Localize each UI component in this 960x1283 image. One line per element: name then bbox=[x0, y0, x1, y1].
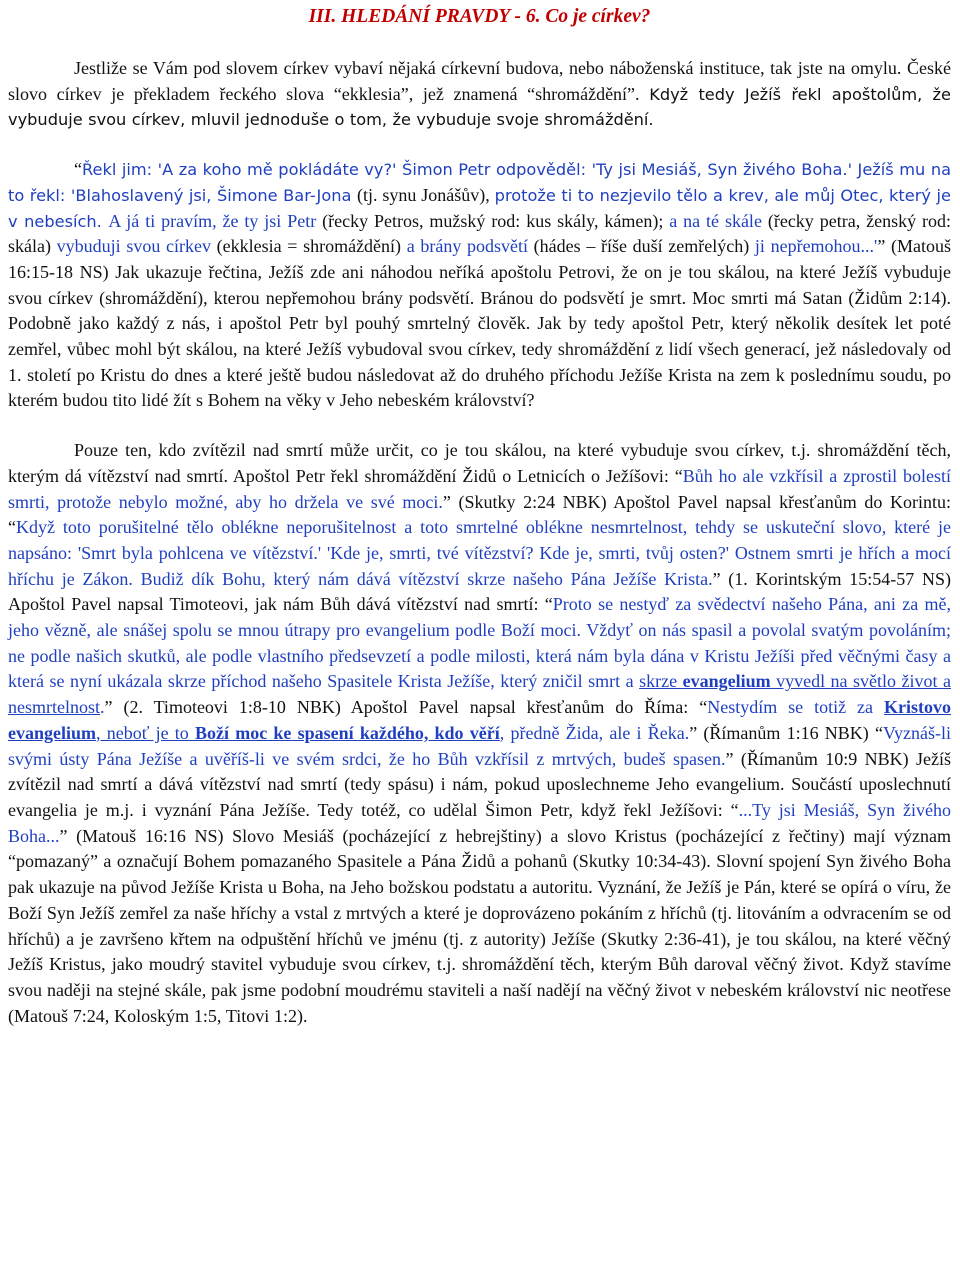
acts-quote: Bůh ho ale vzkřísil a zprostil bolestí smrti, protože nebylo možné, aby ho držela ve své moci. bbox=[8, 465, 951, 512]
intro-text-2: Když tedy Ježíš řekl apoštolům, že vybuduje svou církev, mluvil jednoduše o tom, že vybuduje svoje shromáždění. bbox=[8, 84, 951, 130]
romans-underlined-2: , neboť je to bbox=[96, 722, 195, 743]
text-1: Pouze ten, kdo zvítězil nad smrtí může určit, co je tou skálou, na které vybuduje svou církev, t.j. shromáždění těch, kterým dá vítězství nad smrtí. Apoštol Petr řekl shromáždění Židů o Letnicích o Ježíšovi: “ bbox=[8, 440, 951, 486]
quote-text-7: ji nepřemohou...' bbox=[754, 236, 878, 257]
peter-quote: ...Ty jsi Mesiáš, Syn živého Boha... bbox=[8, 799, 951, 846]
quote-note-1: (tj. synu Jonášův), bbox=[356, 184, 495, 205]
commentary-text: ” (Matouš 16:15-18 NS) Jak ukazuje řečtina, Ježíš zde ani náhodou neříká apoštolu Petrovi, že on je tou skálou, na které Ježíš vybuduje svou církev (shromáždění), kterou nepřemohou brány podsvětí. Bránou do podsvětí je smrt. Moc smrti má Satan (Židům 2:14). Podobně jako každý z nás, i apoštol Petr byl pouhý smrtelný člověk. Jak by tedy apoštol Petr, který několik desítek let poté zemřel, vůbec mohl být skálou, na které Ježíš vybudoval svou církev, tedy shromáždění z lidí všech generací, jež následovaly od 1. století po Kristu do dnes a které ještě budou následovat až do druhého příchodu Ježíše Krista na zem k poslednímu soudu, po kterém budou tito lidé žít s Bohem na věky v Jeho nebeském království? bbox=[8, 236, 951, 411]
matthew-quote-paragraph bbox=[8, 157, 951, 414]
text-7: ” (Matouš 16:16 NS) Slovo Mesiáš (pocházející z hebrejštiny) a slovo Kristus (pocházející z řečtiny) mají význam “pomazaný” a označují Bohem pomazaného Spasitele a Pána Židů a pohanů (Skutky 10:34-43). Slovní spojení Syn živého Boha pak ukazuje na původ Ježíše Krista u Boha, na Jeho božskou podstatu a autoritu. Vyznání, že Ježíš je Pán, které se opírá o víru, že Boží Syn Ježíš zemřel za naše hříchy a vstal z mrtvých a které je doprovázeno pokáním z hříchů (tj. litováním a odvracením se od hříchů) a je završeno křtem na odpuštění hříchů ve jménu (tj. z autority) Ježíše (Skutky 2:36-41), je tou skálou, na které věčný Ježíš Kristus, jako moudrý stavitel vybuduje svou církev, t.j. shromáždění těch, kterým Bůh daroval věčný život. Když stavíme svou naději na stejné skále, pak jsme podobní moudrému staviteli a naší nadějí na věčný život v nebeském království nic neotřese (Matouš 7:24, Koloským 1:5, Titovi 1:2). bbox=[8, 825, 951, 1026]
text-4: ” (2. Timoteovi 1:8-10 NBK) Apoštol Pavel napsal křesťanům do Říma: “ bbox=[104, 697, 708, 718]
timothy-underlined-2: vyvedl na světlo život a nesmrtelnost bbox=[8, 671, 951, 718]
page-title: III. HLEDÁNÍ PRAVDY - 6. Co je církev? bbox=[308, 6, 651, 27]
quote-note-5: (hádes – říše duší zemřelých) bbox=[528, 236, 755, 257]
quote-note-4: (ekklesia = shromáždění) bbox=[210, 236, 407, 257]
corinthians-quote: Když toto porušitelné tělo oblékne neporušitelnost a toto smrtelné oblékne nesmrtelnost, tehdy se uskuteční slovo, které je napsáno: 'Smrt byla pohlcena ve vítězství.' 'Kde je, smrti, tvé vítězství? Kde je, smrti, tvůj osten?' Ostnem smrti je hřích a mocí hříchu je Zákon. Budiž dík Bohu, který nám dává vítězství skrze našeho Pána Ježíše Krista. bbox=[8, 517, 951, 589]
quote-text-5: vybuduji svou církev bbox=[56, 236, 211, 257]
text-6: ” (Římanům 10:9 NBK) Ježíš zvítězil nad smrtí a dává vítězství nad smrtí (tedy spásu) i nám, pokud uposlechneme Jeho evangelium. Součástí uposlechnutí evangelia je m.j. i vyznání Pána Ježíše. Tedy totéž, co udělal Šimon Petr, když řekl Ježíšovi: “ bbox=[8, 748, 952, 820]
quote-text-2: protože ti to nezjevilo tělo a krev, ale můj Otec, který je v nebesích. bbox=[8, 185, 951, 231]
romans-quote-end: , předně Žida, ale i Řeka. bbox=[499, 722, 690, 743]
intro-text-1: Jestliže se Vám pod slovem církev vybaví nějaká církevní budova, nebo náboženská instituce, tak jste na omylu. České slovo církev je překladem řeckého slova “ekklesia”, jež znamená “shromáždění”. bbox=[8, 58, 951, 104]
quote-text-3: A já ti pravím, že ty jsi Petr bbox=[108, 210, 317, 231]
timothy-underlined-bold: evangelium bbox=[682, 671, 771, 692]
quote-text-4: a na té skále bbox=[669, 210, 762, 231]
romans-underlined-1: Kristovo evangelium bbox=[8, 697, 951, 743]
timothy-end: . bbox=[100, 697, 105, 718]
romans-quote-2: Vyznáš-li svými ústy Pána Ježíše a uvěříš-li ve svém srdci, že ho Bůh vzkřísil z mrtvých, budeš spasen. bbox=[8, 722, 951, 769]
victory-paragraph bbox=[8, 438, 951, 1029]
timothy-quote: Proto se nestyď za svědectví našeho Pána, ani za mě, jeho vězně, ale snášej spolu se mnou útrapy pro evangelium podle Boží moci. Vždyť on nás spasil a povolal svatým povoláním; ne podle našich skutků, ale podle vlastního předsevzetí a podle milosti, která nám byla dána v Kristu Ježíši před věčnými časy a která se nyní ukázala skrze příchod našeho Spasitele Krista Ježíše, který zničil smrt a bbox=[8, 594, 951, 692]
timothy-underlined-1: skrze bbox=[639, 671, 683, 692]
text-3: ” (1. Korintským 15:54-57 NS) Apoštol Pavel napsal Timoteovi, jak nám Bůh dává vítězství nad smrtí: “ bbox=[8, 568, 951, 615]
romans-quote-1: Nestydím se totiž za bbox=[707, 697, 884, 718]
text-2: ” (Skutky 2:24 NBK) Apoštol Pavel napsal křesťanům do Korintu: “ bbox=[8, 491, 951, 538]
text-5: ” (Římanům 1:16 NBK) “ bbox=[689, 722, 883, 743]
quote-text-6: a brány podsvětí bbox=[406, 236, 529, 257]
quote-text-1: Řekl jim: 'A za koho mě pokládáte vy?' Šimon Petr odpověděl: 'Ty jsi Mesiáš, Syn živého Boha.' Ježíš mu na to řekl: 'Blahoslavený jsi, Šimone Bar-Jona bbox=[8, 160, 951, 205]
intro-paragraph bbox=[8, 56, 951, 133]
quote-note-3: (řecky petra, ženský rod: skála) bbox=[8, 210, 951, 257]
quote-open: “ bbox=[74, 159, 82, 180]
quote-note-2: (řecky Petros, mužský rod: kus skály, kámen); bbox=[316, 210, 670, 231]
romans-underlined-3: Boží moc ke spasení každého, kdo věří bbox=[195, 722, 500, 743]
